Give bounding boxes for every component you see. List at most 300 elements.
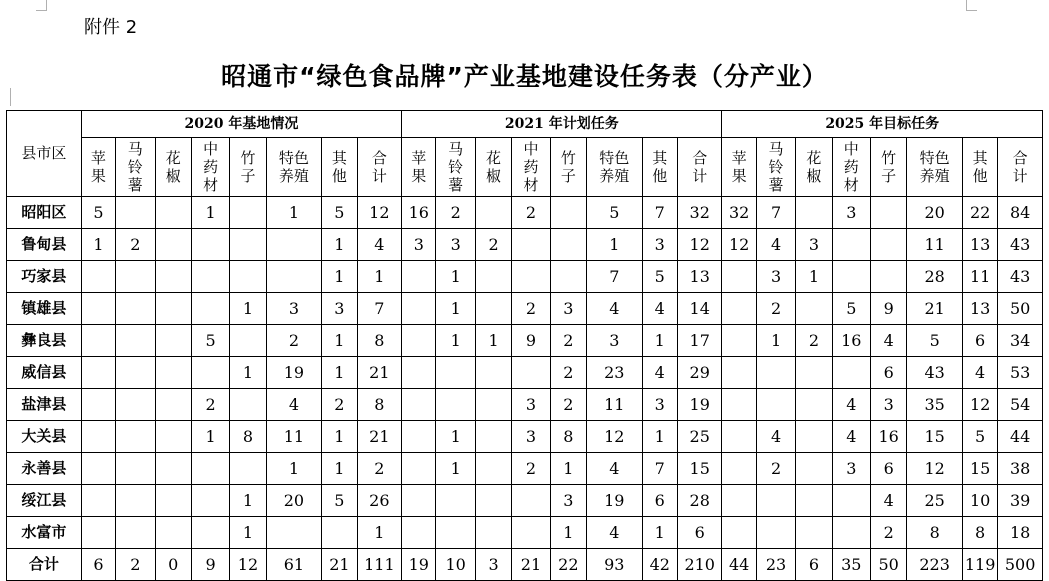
table-cell: 2 [436, 197, 475, 229]
table-cell [436, 517, 475, 549]
table-cell: 3 [756, 261, 795, 293]
table-cell: 50 [871, 549, 907, 581]
table-cell: 3 [832, 197, 870, 229]
table-cell: 4 [756, 421, 795, 453]
table-cell [116, 389, 155, 421]
table-cell: 10 [436, 549, 475, 581]
table-cell [81, 261, 115, 293]
table-cell: 16 [402, 197, 436, 229]
table-cell: 2 [322, 389, 357, 421]
table-cell: 4 [642, 357, 677, 389]
table-cell [155, 485, 191, 517]
table-cell: 8 [357, 325, 402, 357]
table-cell: 8 [230, 421, 266, 453]
table-cell: 12 [230, 549, 266, 581]
table-cell: 2 [116, 549, 155, 581]
table-cell [81, 485, 115, 517]
table-cell: 11 [907, 229, 963, 261]
table-cell: 7 [756, 197, 795, 229]
table-cell [796, 421, 832, 453]
table-cell: 210 [677, 549, 722, 581]
table-cell [230, 389, 266, 421]
table-cell: 4 [266, 389, 322, 421]
table-cell: 43 [998, 261, 1043, 293]
table-cell [722, 293, 756, 325]
table-cell: 20 [266, 485, 322, 517]
table-cell [116, 453, 155, 485]
table-cell [756, 357, 795, 389]
table-cell: 13 [962, 229, 997, 261]
table-cell: 23 [587, 357, 643, 389]
table-cell [155, 229, 191, 261]
table-cell [722, 485, 756, 517]
table-cell [266, 517, 322, 549]
table-cell: 8 [550, 421, 586, 453]
county-name: 合计 [7, 549, 82, 581]
category-label: 苹 果 [731, 149, 747, 185]
table-cell [155, 357, 191, 389]
table-cell: 19 [677, 389, 722, 421]
table-cell [155, 421, 191, 453]
table-cell: 1 [550, 453, 586, 485]
table-cell [475, 485, 511, 517]
category-header-pepper [475, 138, 511, 197]
table-cell [191, 453, 229, 485]
table-cell: 22 [962, 197, 997, 229]
table-cell: 1 [550, 517, 586, 549]
table-cell: 11 [587, 389, 643, 421]
category-label: 竹 子 [881, 149, 897, 185]
table-cell [550, 197, 586, 229]
table-cell: 1 [357, 517, 402, 549]
table-cell: 43 [907, 357, 963, 389]
table-cell: 3 [642, 229, 677, 261]
table-cell: 15 [677, 453, 722, 485]
table-cell: 1 [436, 453, 475, 485]
table-cell: 21 [907, 293, 963, 325]
table-cell: 18 [998, 517, 1043, 549]
table-cell: 5 [907, 325, 963, 357]
table-row [7, 261, 1043, 293]
table-cell [722, 421, 756, 453]
table-cell [191, 485, 229, 517]
table-cell [722, 453, 756, 485]
category-header-apple [81, 138, 115, 197]
table-cell [722, 325, 756, 357]
category-header-other [962, 138, 997, 197]
table-cell: 6 [871, 453, 907, 485]
table-cell [512, 517, 550, 549]
table-cell: 43 [998, 229, 1043, 261]
table-row [7, 325, 1043, 357]
table-cell [116, 421, 155, 453]
document-title: 昭通市“绿色食品牌”产业基地建设任务表（分产业） [221, 62, 828, 91]
table-cell: 3 [796, 229, 832, 261]
table-cell: 2 [191, 389, 229, 421]
table-cell: 3 [475, 549, 511, 581]
category-header-bamboo [230, 138, 266, 197]
table-cell: 2 [756, 453, 795, 485]
table-cell [756, 485, 795, 517]
table-cell: 15 [962, 453, 997, 485]
table-cell: 1 [322, 229, 357, 261]
table-cell: 1 [81, 229, 115, 261]
table-cell: 2 [871, 517, 907, 549]
table-cell: 3 [402, 229, 436, 261]
table-cell: 13 [677, 261, 722, 293]
table-cell: 15 [907, 421, 963, 453]
table-cell [81, 293, 115, 325]
category-header-herb [512, 138, 550, 197]
county-name: 昭阳区 [7, 197, 82, 229]
county-name: 巧家县 [7, 261, 82, 293]
group-header-row [7, 111, 1043, 138]
table-cell: 16 [832, 325, 870, 357]
category-label: 其 他 [331, 149, 347, 185]
table-cell: 7 [642, 197, 677, 229]
table-cell: 2 [550, 389, 586, 421]
table-cell [722, 517, 756, 549]
table-cell: 44 [998, 421, 1043, 453]
table-cell: 1 [436, 325, 475, 357]
table-cell [191, 229, 229, 261]
table-cell: 4 [832, 389, 870, 421]
table-cell: 21 [322, 549, 357, 581]
attachment-label: 附件 2 [84, 17, 138, 38]
table-cell: 12 [357, 197, 402, 229]
table-cell [512, 261, 550, 293]
county-name: 鲁甸县 [7, 229, 82, 261]
table-cell: 25 [907, 485, 963, 517]
table-cell: 6 [962, 325, 997, 357]
table-cell: 5 [322, 485, 357, 517]
table-cell: 8 [907, 517, 963, 549]
table-cell: 1 [266, 197, 322, 229]
table-cell: 1 [357, 261, 402, 293]
table-cell: 3 [832, 453, 870, 485]
table-cell [512, 485, 550, 517]
county-name: 大关县 [7, 421, 82, 453]
table-cell [81, 325, 115, 357]
table-cell [832, 357, 870, 389]
table-cell [81, 389, 115, 421]
table-cell: 53 [998, 357, 1043, 389]
table-cell [550, 229, 586, 261]
table-cell [475, 261, 511, 293]
table-cell [796, 197, 832, 229]
table-cell: 1 [322, 261, 357, 293]
category-header-pepper [155, 138, 191, 197]
table-cell [230, 261, 266, 293]
table-cell: 2 [512, 453, 550, 485]
table-cell: 8 [357, 389, 402, 421]
table-cell: 1 [587, 229, 643, 261]
table-cell: 10 [962, 485, 997, 517]
total-row [7, 549, 1043, 581]
county-name: 盐津县 [7, 389, 82, 421]
table-cell [756, 389, 795, 421]
table-cell: 5 [81, 197, 115, 229]
table-cell: 4 [587, 293, 643, 325]
table-cell: 3 [512, 421, 550, 453]
table-cell: 7 [587, 261, 643, 293]
table-cell: 2 [796, 325, 832, 357]
table-cell [322, 517, 357, 549]
table-cell: 61 [266, 549, 322, 581]
table-cell [81, 453, 115, 485]
table-cell: 12 [962, 389, 997, 421]
table-cell [230, 453, 266, 485]
table-cell: 93 [587, 549, 643, 581]
table-cell: 9 [871, 293, 907, 325]
table-cell: 4 [871, 485, 907, 517]
county-column-header: 县市区 [7, 111, 82, 197]
table-cell: 7 [357, 293, 402, 325]
table-cell [155, 517, 191, 549]
table-cell: 84 [998, 197, 1043, 229]
table-cell [191, 261, 229, 293]
table-cell: 1 [230, 293, 266, 325]
table-cell [756, 517, 795, 549]
category-header-other [322, 138, 357, 197]
table-cell: 1 [475, 325, 511, 357]
table-cell [796, 389, 832, 421]
table-cell [402, 517, 436, 549]
table-cell [550, 261, 586, 293]
table-cell: 3 [587, 325, 643, 357]
table-cell: 5 [962, 421, 997, 453]
table-cell [722, 261, 756, 293]
county-name: 彝良县 [7, 325, 82, 357]
table-cell [512, 357, 550, 389]
table-cell: 39 [998, 485, 1043, 517]
table-cell [230, 325, 266, 357]
table-cell: 4 [587, 517, 643, 549]
table-cell [116, 261, 155, 293]
table-cell: 3 [550, 293, 586, 325]
table-cell [796, 357, 832, 389]
table-cell: 1 [230, 357, 266, 389]
category-label: 中 药 材 [843, 140, 859, 194]
table-cell [796, 485, 832, 517]
table-cell [155, 389, 191, 421]
category-label: 特色 养殖 [278, 149, 309, 185]
table-cell: 12 [677, 229, 722, 261]
table-cell: 0 [155, 549, 191, 581]
table-cell: 35 [832, 549, 870, 581]
category-label: 马 铃 薯 [127, 140, 143, 194]
table-cell [402, 421, 436, 453]
table-cell: 1 [642, 325, 677, 357]
table-cell [116, 293, 155, 325]
category-label: 其 他 [652, 149, 668, 185]
table-cell: 4 [756, 229, 795, 261]
table-cell [475, 197, 511, 229]
table-cell: 25 [677, 421, 722, 453]
table-cell [436, 389, 475, 421]
category-header-pepper [796, 138, 832, 197]
table-cell: 14 [677, 293, 722, 325]
crop-mark [966, 0, 977, 11]
table-cell: 13 [962, 293, 997, 325]
table-cell [116, 197, 155, 229]
table-cell: 1 [796, 261, 832, 293]
table-cell [475, 293, 511, 325]
table-cell: 2 [357, 453, 402, 485]
table-cell: 11 [962, 261, 997, 293]
table-cell [116, 485, 155, 517]
table-cell: 2 [475, 229, 511, 261]
category-label: 合 计 [692, 149, 708, 185]
table-cell [191, 357, 229, 389]
table-cell [81, 357, 115, 389]
table-cell: 32 [722, 197, 756, 229]
table-cell [81, 517, 115, 549]
table-row [7, 517, 1043, 549]
table-cell: 1 [230, 517, 266, 549]
table-cell [475, 453, 511, 485]
table-cell: 5 [191, 325, 229, 357]
table-cell [402, 453, 436, 485]
category-header-breeding [266, 138, 322, 197]
category-header-total [998, 138, 1043, 197]
table-cell [402, 357, 436, 389]
table-cell: 4 [832, 421, 870, 453]
table-cell: 3 [322, 293, 357, 325]
table-cell [475, 389, 511, 421]
category-header-apple [402, 138, 436, 197]
group-header-2025: 2025 年目标任务 [722, 111, 1043, 138]
county-name: 水富市 [7, 517, 82, 549]
table-cell: 9 [512, 325, 550, 357]
table-cell: 119 [962, 549, 997, 581]
category-header-potato [756, 138, 795, 197]
table-cell [871, 229, 907, 261]
table-row [7, 293, 1043, 325]
table-cell: 16 [871, 421, 907, 453]
county-name: 镇雄县 [7, 293, 82, 325]
category-label: 合 计 [371, 149, 387, 185]
table-cell [191, 517, 229, 549]
category-header-potato [436, 138, 475, 197]
table-cell: 21 [357, 357, 402, 389]
category-header-total [357, 138, 402, 197]
table-cell: 1 [322, 325, 357, 357]
table-cell: 3 [512, 389, 550, 421]
table-cell: 34 [998, 325, 1043, 357]
table-cell: 1 [191, 421, 229, 453]
category-label: 花 椒 [165, 149, 181, 185]
table-cell [832, 517, 870, 549]
table-cell [871, 197, 907, 229]
category-header-total [677, 138, 722, 197]
category-header-breeding [907, 138, 963, 197]
table-row [7, 389, 1043, 421]
table-cell: 20 [907, 197, 963, 229]
category-header-herb [832, 138, 870, 197]
table-cell: 12 [722, 229, 756, 261]
task-table [6, 110, 1043, 581]
category-label: 竹 子 [560, 149, 576, 185]
table-cell [230, 197, 266, 229]
table-cell: 111 [357, 549, 402, 581]
table-cell: 28 [677, 485, 722, 517]
table-cell: 5 [322, 197, 357, 229]
table-cell [155, 453, 191, 485]
table-cell: 6 [871, 357, 907, 389]
table-cell: 35 [907, 389, 963, 421]
table-row [7, 197, 1043, 229]
table-cell: 54 [998, 389, 1043, 421]
table-cell [402, 325, 436, 357]
table-cell: 1 [191, 197, 229, 229]
table-cell [155, 197, 191, 229]
table-cell: 2 [756, 293, 795, 325]
county-name: 永善县 [7, 453, 82, 485]
table-cell: 6 [796, 549, 832, 581]
table-cell: 5 [587, 197, 643, 229]
category-header-potato [116, 138, 155, 197]
table-cell [402, 485, 436, 517]
crop-mark [36, 0, 47, 11]
table-cell: 28 [907, 261, 963, 293]
table-cell: 3 [266, 293, 322, 325]
table-cell [402, 293, 436, 325]
table-cell: 23 [756, 549, 795, 581]
table-cell: 1 [436, 293, 475, 325]
table-cell: 1 [230, 485, 266, 517]
table-cell: 1 [322, 453, 357, 485]
table-cell: 4 [871, 325, 907, 357]
category-header-apple [722, 138, 756, 197]
table-cell: 2 [550, 357, 586, 389]
table-cell: 223 [907, 549, 963, 581]
table-cell: 5 [642, 261, 677, 293]
table-cell [266, 229, 322, 261]
category-label: 马 铃 薯 [768, 140, 784, 194]
table-cell: 21 [512, 549, 550, 581]
table-cell: 1 [436, 261, 475, 293]
table-cell: 2 [512, 293, 550, 325]
table-cell [402, 389, 436, 421]
table-row [7, 357, 1043, 389]
table-cell: 9 [191, 549, 229, 581]
table-cell: 50 [998, 293, 1043, 325]
table-cell [475, 421, 511, 453]
table-cell [402, 261, 436, 293]
table-cell: 3 [436, 229, 475, 261]
table-cell [832, 229, 870, 261]
table-cell [475, 517, 511, 549]
table-cell: 29 [677, 357, 722, 389]
table-cell [512, 229, 550, 261]
category-label: 特色 养殖 [599, 149, 630, 185]
table-cell: 3 [550, 485, 586, 517]
table-cell [436, 357, 475, 389]
table-cell: 1 [642, 421, 677, 453]
table-cell: 17 [677, 325, 722, 357]
table-cell: 4 [587, 453, 643, 485]
group-header-2021: 2021 年计划任务 [402, 111, 722, 138]
category-header-row [7, 138, 1043, 197]
category-label: 马 铃 薯 [448, 140, 464, 194]
table-cell: 2 [266, 325, 322, 357]
table-cell [475, 357, 511, 389]
table-cell: 22 [550, 549, 586, 581]
category-label: 合 计 [1012, 149, 1028, 185]
table-cell: 5 [832, 293, 870, 325]
table-cell: 12 [907, 453, 963, 485]
